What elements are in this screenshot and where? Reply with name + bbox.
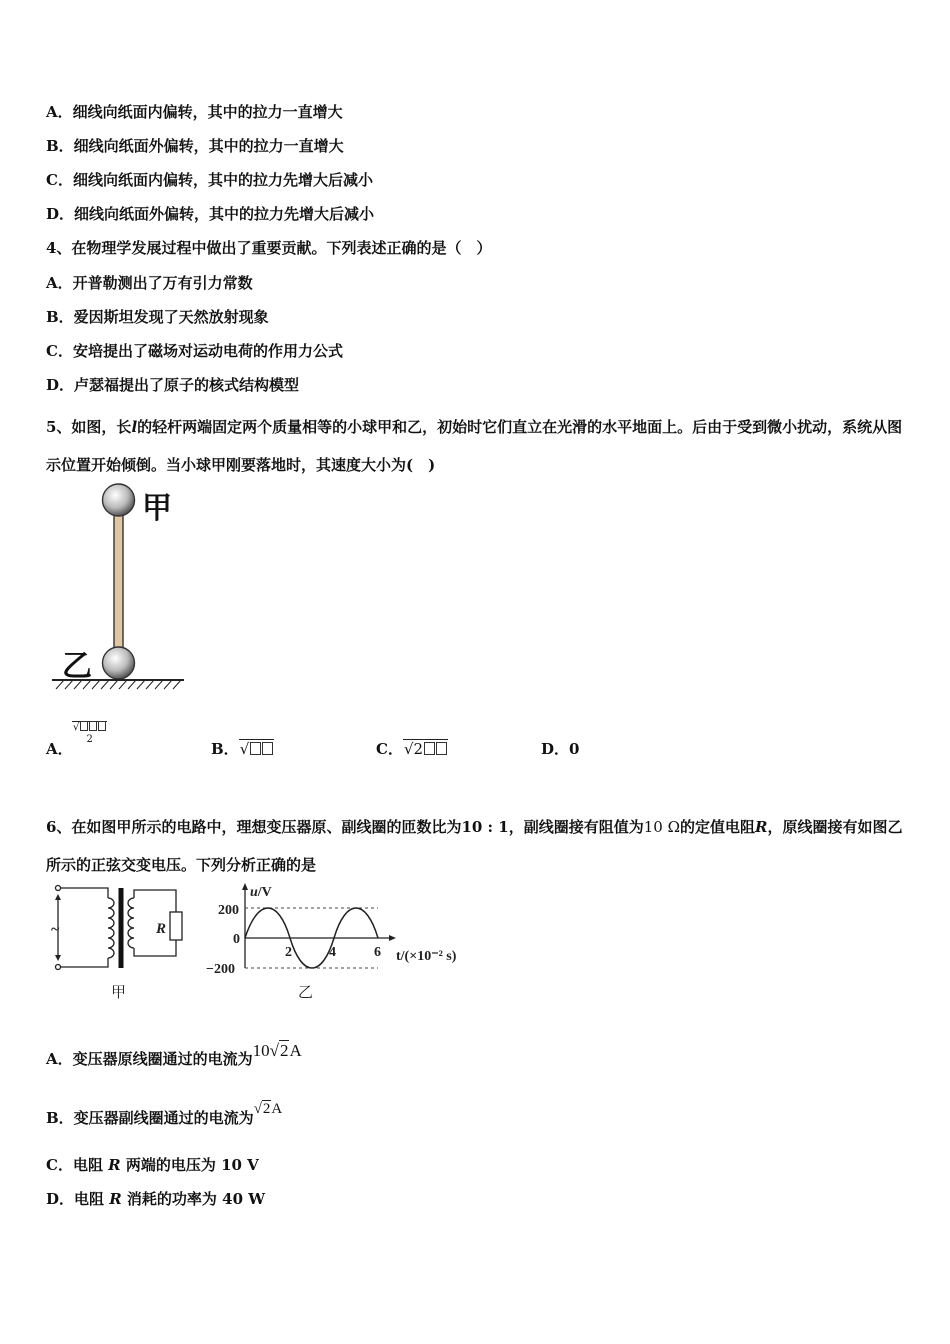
rod [114, 510, 123, 660]
q5-option-d: D．0 [541, 740, 580, 758]
y-tick-0: 0 [233, 932, 240, 947]
x-tick-4: 4 [329, 945, 336, 960]
q3-option-a: A．细线向纸面内偏转，其中的拉力一直增大 [46, 103, 343, 121]
q4-option-c: C．安培提出了磁场对运动电荷的作用力公式 [46, 342, 343, 360]
x-axis-label: t/(×10⁻² s) [396, 949, 457, 964]
x-tick-2: 2 [285, 945, 292, 960]
q6-option-b: B．变压器副线圈通过的电流为√2A [46, 1101, 283, 1127]
q5-option-a: A． √ 2 [46, 738, 73, 759]
label-jia: 甲 [142, 491, 172, 526]
q6-option-a: A．变压器原线圈通过的电流为10√2A [46, 1041, 302, 1068]
q3-option-c: C．细线向纸面内偏转，其中的拉力先增大后减小 [46, 171, 373, 189]
q5-option-c: C．√2 [376, 738, 448, 759]
y-tick-200: 200 [218, 903, 239, 918]
q6-stem: 6、在如图甲所示的电路中，理想变压器原、副线圈的匝数比为10 : 1，副线圈接有阻值为10 Ω的定值电阻R，原线圈接有如图乙所示的正弦交变电压。下列分析正确的是 [46, 818, 903, 874]
q4-option-d: D．卢瑟福提出了原子的核式结构模型 [46, 376, 300, 394]
ball-yi [103, 647, 135, 679]
resistor-label: R [156, 921, 167, 937]
q3-option-d: D．细线向纸面外偏转，其中的拉力先增大后减小 [46, 205, 375, 223]
graph-caption: 乙 [298, 983, 314, 1001]
q6-circuit-figure [46, 880, 196, 1005]
ball-jia [103, 484, 135, 516]
q3-option-b: B．细线向纸面外偏转，其中的拉力一直增大 [46, 137, 344, 155]
q6-option-d: D．电阻 R 消耗的功率为 40 W [46, 1190, 266, 1208]
q4-option-a: A．开普勒测出了万有引力常数 [46, 274, 253, 292]
circuit-caption: 甲 [111, 983, 127, 1001]
y-axis-label: u/V [250, 885, 272, 900]
q4-option-b: B．爱因斯坦发现了天然放射现象 [46, 308, 269, 326]
q4-stem: 4、在物理学发展过程中做出了重要贡献。下列表述正确的是（ ） [46, 239, 492, 257]
x-tick-6: 6 [374, 945, 381, 960]
q6-voltage-graph [200, 880, 475, 1005]
q5-option-b: B．√ [211, 738, 274, 759]
ac-source-symbol: ~ [51, 921, 60, 938]
q6-option-c: C．电阻 R 两端的电压为 10 V [46, 1156, 259, 1174]
q5-figure [48, 480, 198, 695]
label-yi: 乙 [62, 649, 92, 684]
q5-stem: 5、如图，长l的轻杆两端固定两个质量相等的小球甲和乙，初始时它们直立在光滑的水平地面上。后由于受到微小扰动，系统从图示位置开始倾倒。当小球甲刚要落地时，其速度大小为( ) [46, 418, 903, 474]
y-tick-neg200: −200 [206, 962, 235, 977]
